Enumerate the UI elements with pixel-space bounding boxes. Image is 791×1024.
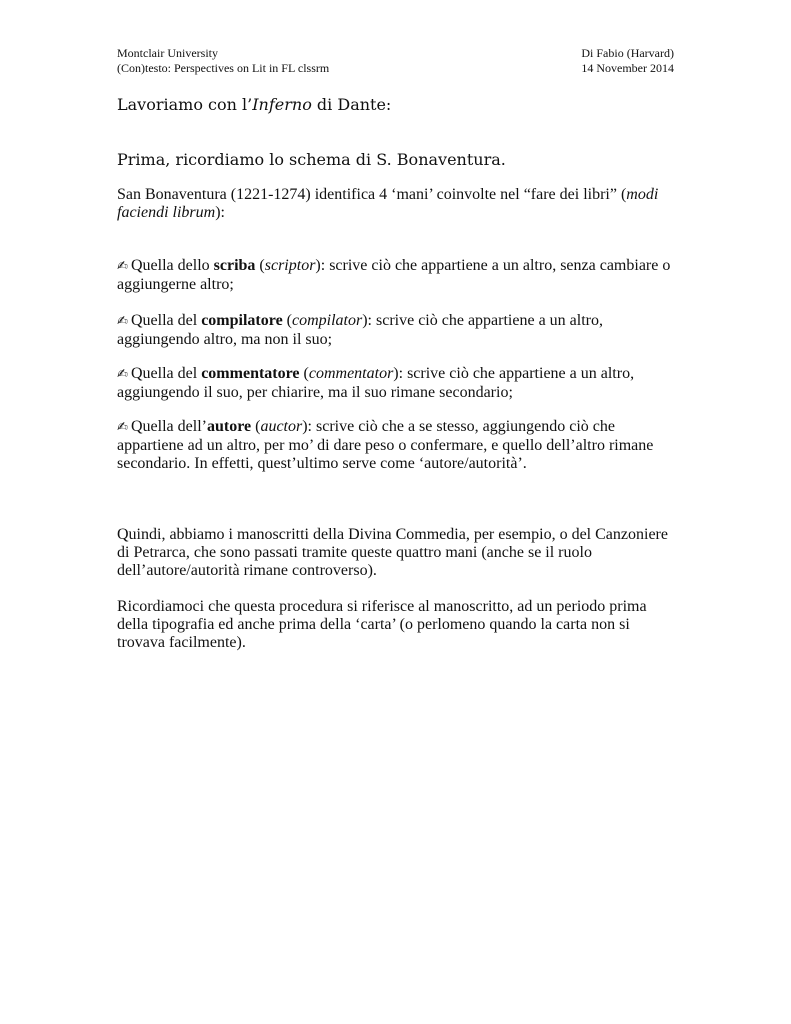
page-title <box>117 95 391 115</box>
intro-italic: modi faciendi librum <box>117 186 659 221</box>
page-subtitle: Prima, ricordiamo lo schema di S. Bonaventura. <box>117 150 506 169</box>
bullet-term: commentatore <box>201 365 300 382</box>
bullet-latin-term: commentator <box>308 365 394 382</box>
writing-hand-icon: ✍ <box>117 314 128 329</box>
closing-paragraph-2: Ricordiamoci che questa procedura si riferisce al manoscritto, ad un periodo prima della tipografia ed anche prima della ‘carta’ (o perlomeno quando la carta non si trovava facilmente). <box>117 598 647 651</box>
bullet-lead: Quella del <box>131 365 202 382</box>
closing-paragraph-1: Quindi, abbiamo i manoscritti della Divina Commedia, per esempio, o del Canzoniere di Petrarca, che sono passati tramite queste quattro mani (anche se il ruolo dell’autore/autorità rimane controverso). <box>117 526 668 579</box>
bullet-open: ( <box>282 312 292 329</box>
bullet-item-compilatore <box>117 312 677 349</box>
bullet-item-scriba <box>117 257 677 294</box>
writing-hand-icon: ✍ <box>117 367 128 382</box>
bullet-open: ( <box>255 257 265 274</box>
intro-suffix: ): <box>215 204 225 221</box>
bullet-term: autore <box>206 418 252 435</box>
header-institution: Montclair University <box>117 46 218 60</box>
bullet-latin-term: scriptor <box>264 257 316 274</box>
bullet-term: compilatore <box>201 312 283 329</box>
title-prefix: Lavoriamo con l’ <box>117 95 253 114</box>
bullet-latin-term: compilator <box>292 312 363 329</box>
bullet-open: ( <box>251 418 261 435</box>
header-left <box>117 46 329 76</box>
bullet-latin-term: auctor <box>260 418 303 435</box>
bullet-open: ( <box>299 365 309 382</box>
bullet-lead: Quella dell’ <box>131 418 207 435</box>
header-author: Di Fabio (Harvard) <box>581 46 674 60</box>
bullet-description: ): scrive ciò che a se stesso, aggiungendo ciò che appartiene ad un altro, per mo’ di dare peso o confermare, e quello dell’altro rimane secondario. In effetti, quest’ultimo serve come ‘autore/autorità’. <box>117 418 654 472</box>
bullet-description: ): scrive ciò che appartiene a un altro, aggiungendo altro, ma non il suo; <box>117 312 603 348</box>
bullet-description: ): scrive ciò che appartiene a un altro, aggiungendo il suo, per chiarire, ma il suo rimane secondario; <box>117 365 635 401</box>
header-right <box>581 46 674 76</box>
header-date: 14 November 2014 <box>581 61 674 75</box>
title-italic: Inferno <box>252 95 312 114</box>
bullet-term: scriba <box>213 257 256 274</box>
title-suffix: di Dante: <box>311 95 392 114</box>
writing-hand-icon: ✍ <box>117 259 128 274</box>
intro-text: San Bonaventura (1221-1274) identifica 4 ‘mani’ coinvolte nel “fare dei libri” ( <box>117 186 627 203</box>
bullet-item-autore <box>117 418 677 473</box>
header-course: (Con)testo: Perspectives on Lit in FL clssrm <box>117 61 330 75</box>
bullet-lead: Quella dello <box>131 257 214 274</box>
bullet-lead: Quella del <box>131 312 202 329</box>
bullet-item-commentatore <box>117 365 677 402</box>
bullet-description: ): scrive ciò che appartiene a un altro, senza cambiare o aggiungerne altro; <box>117 257 671 293</box>
intro-paragraph <box>117 186 677 222</box>
writing-hand-icon: ✍ <box>117 420 128 435</box>
